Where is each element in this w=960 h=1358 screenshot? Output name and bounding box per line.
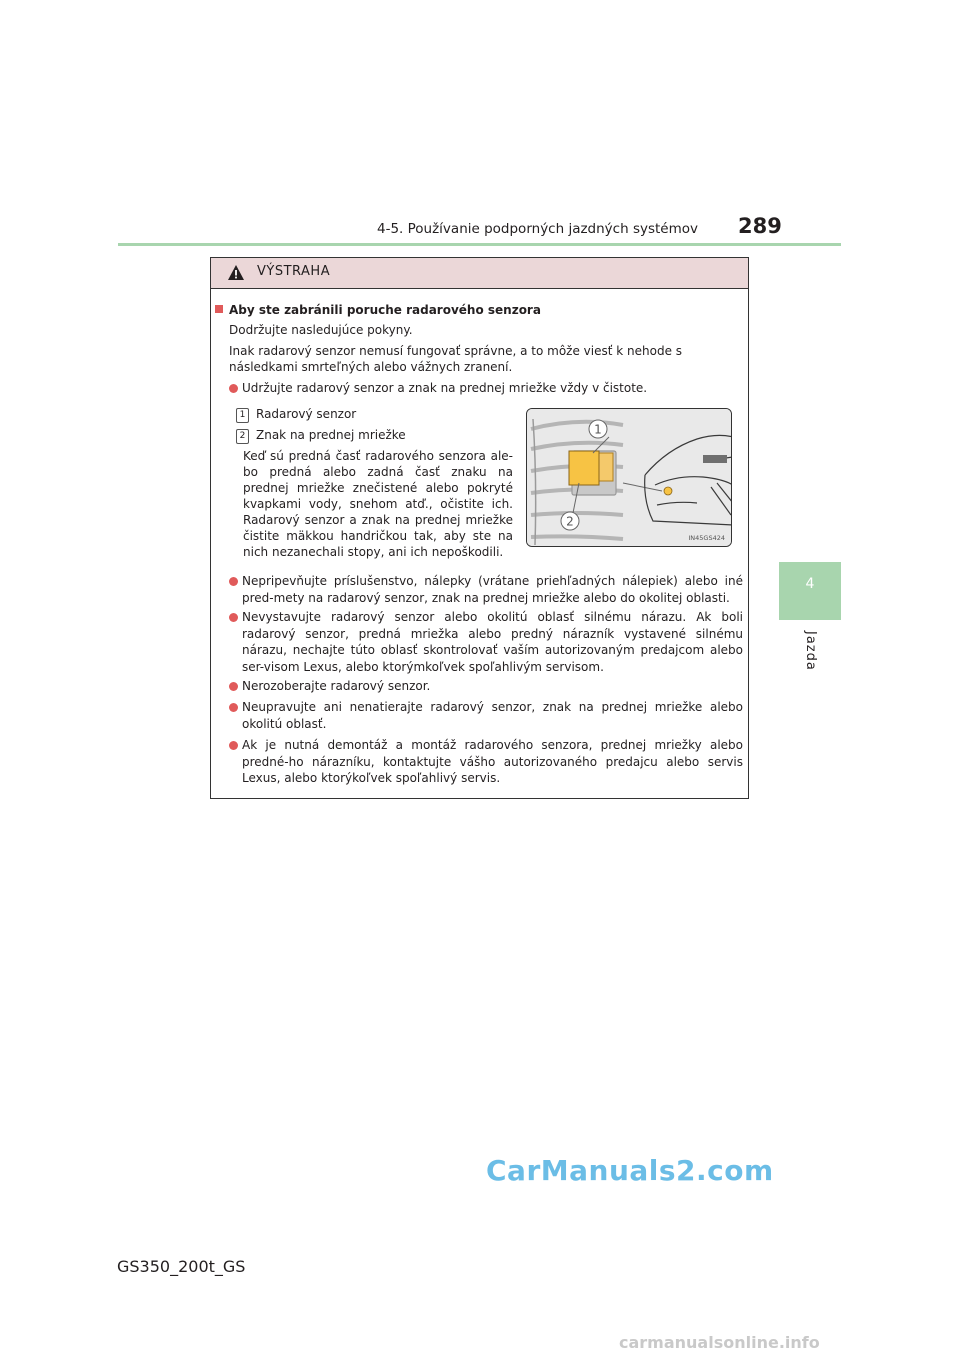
page-number: 289 — [738, 214, 782, 238]
intro-text-1: Dodržujte nasledujúce pokyny. — [229, 323, 413, 337]
chapter-number: 4 — [805, 576, 815, 592]
watermark: CarManuals2.com — [486, 1154, 774, 1187]
section-title: 4-5. Používanie podporných jazdných systémov — [376, 221, 698, 237]
square-bullet-icon — [215, 305, 223, 313]
figure-code: IN45GS424 — [688, 534, 725, 542]
watermark-bottom: carmanualsonline.info — [619, 1333, 820, 1352]
intro-text-2: Inak radarový senzor nemusí fungovať správne, a to môže viesť k nehode s následkami smrteľných alebo vážnych zranení. — [229, 344, 683, 374]
bullet-dot-icon — [229, 741, 238, 750]
car-front-grille-drawing — [527, 409, 732, 547]
bullet-item: Neupravujte ani nenatierajte radarový senzor, znak na prednej mriežke alebo okolitú oblasť. — [229, 699, 743, 732]
bullet-item: Nevystavujte radarový senzor alebo okolitú oblasť silnému nárazu. Ak boli radarový senzor, predná mriežka alebo predný nárazník vystavené silnému nárazu, nechajte túto oblasť skontrolovať vaším autorizovaným predajcom alebo ser-visom Lexus, alebo ktorýmkoľvek spoľahlivým servisom. — [229, 609, 743, 675]
bullet-item: Nerozoberajte radarový senzor. — [229, 678, 743, 695]
section-heading: Aby ste zabránili poruche radarového senzora — [215, 303, 541, 317]
bullet-item: Nepripevňujte príslušenstvo, nálepky (vrátane priehľadných nálepiek) alebo iné pred-mety na radarový senzor, znak na prednej mriežke alebo do okolitej oblasti. — [229, 573, 743, 606]
svg-text:1: 1 — [594, 422, 602, 437]
bullet-dot-icon — [229, 577, 238, 586]
chapter-label: Jazda — [803, 631, 818, 671]
model-code: GS350_200t_GS — [117, 1257, 246, 1276]
bullet-item: Udržujte radarový senzor a znak na prednej mriežke vždy v čistote. — [229, 380, 743, 397]
chapter-tab — [779, 562, 841, 620]
bullet-dot-icon — [229, 682, 238, 691]
legend-item-grille-emblem: 2 Znak na prednej mriežke — [236, 428, 406, 444]
callout-number: 2 — [236, 429, 249, 444]
callout-number: 1 — [236, 408, 249, 423]
radar-sensor-illustration — [526, 408, 732, 547]
header-divider — [118, 243, 841, 246]
bullet-dot-icon — [229, 613, 238, 622]
warning-title: VÝSTRAHA — [257, 264, 331, 279]
bullet-dot-icon — [229, 384, 238, 393]
svg-text:2: 2 — [566, 514, 574, 529]
legend-item-radar-sensor: 1 Radarový senzor — [236, 407, 356, 423]
bullet-dot-icon — [229, 703, 238, 712]
image-note: Keď sú predná časť radarového senzora ale-bo predná alebo zadná časť znaku na prednej mriežke znečistené alebo pokryté kvapkami vody, snehom atď., očistite ich. Radarový senzor a znak na prednej mriežke čistite mäkkou handričkou tak, aby ste na nich nezanechali stopy, ani ich nepoškodili. — [243, 449, 513, 559]
warning-triangle-icon — [227, 264, 245, 281]
bullet-item: Ak je nutná demontáž a montáž radarového senzora, prednej mriežky alebo predné-ho nárazníku, kontaktujte vášho autorizovaného predajcu alebo servis Lexus, alebo ktorýkoľvek spoľahlivý servis. — [229, 737, 743, 787]
warning-header — [211, 258, 748, 289]
